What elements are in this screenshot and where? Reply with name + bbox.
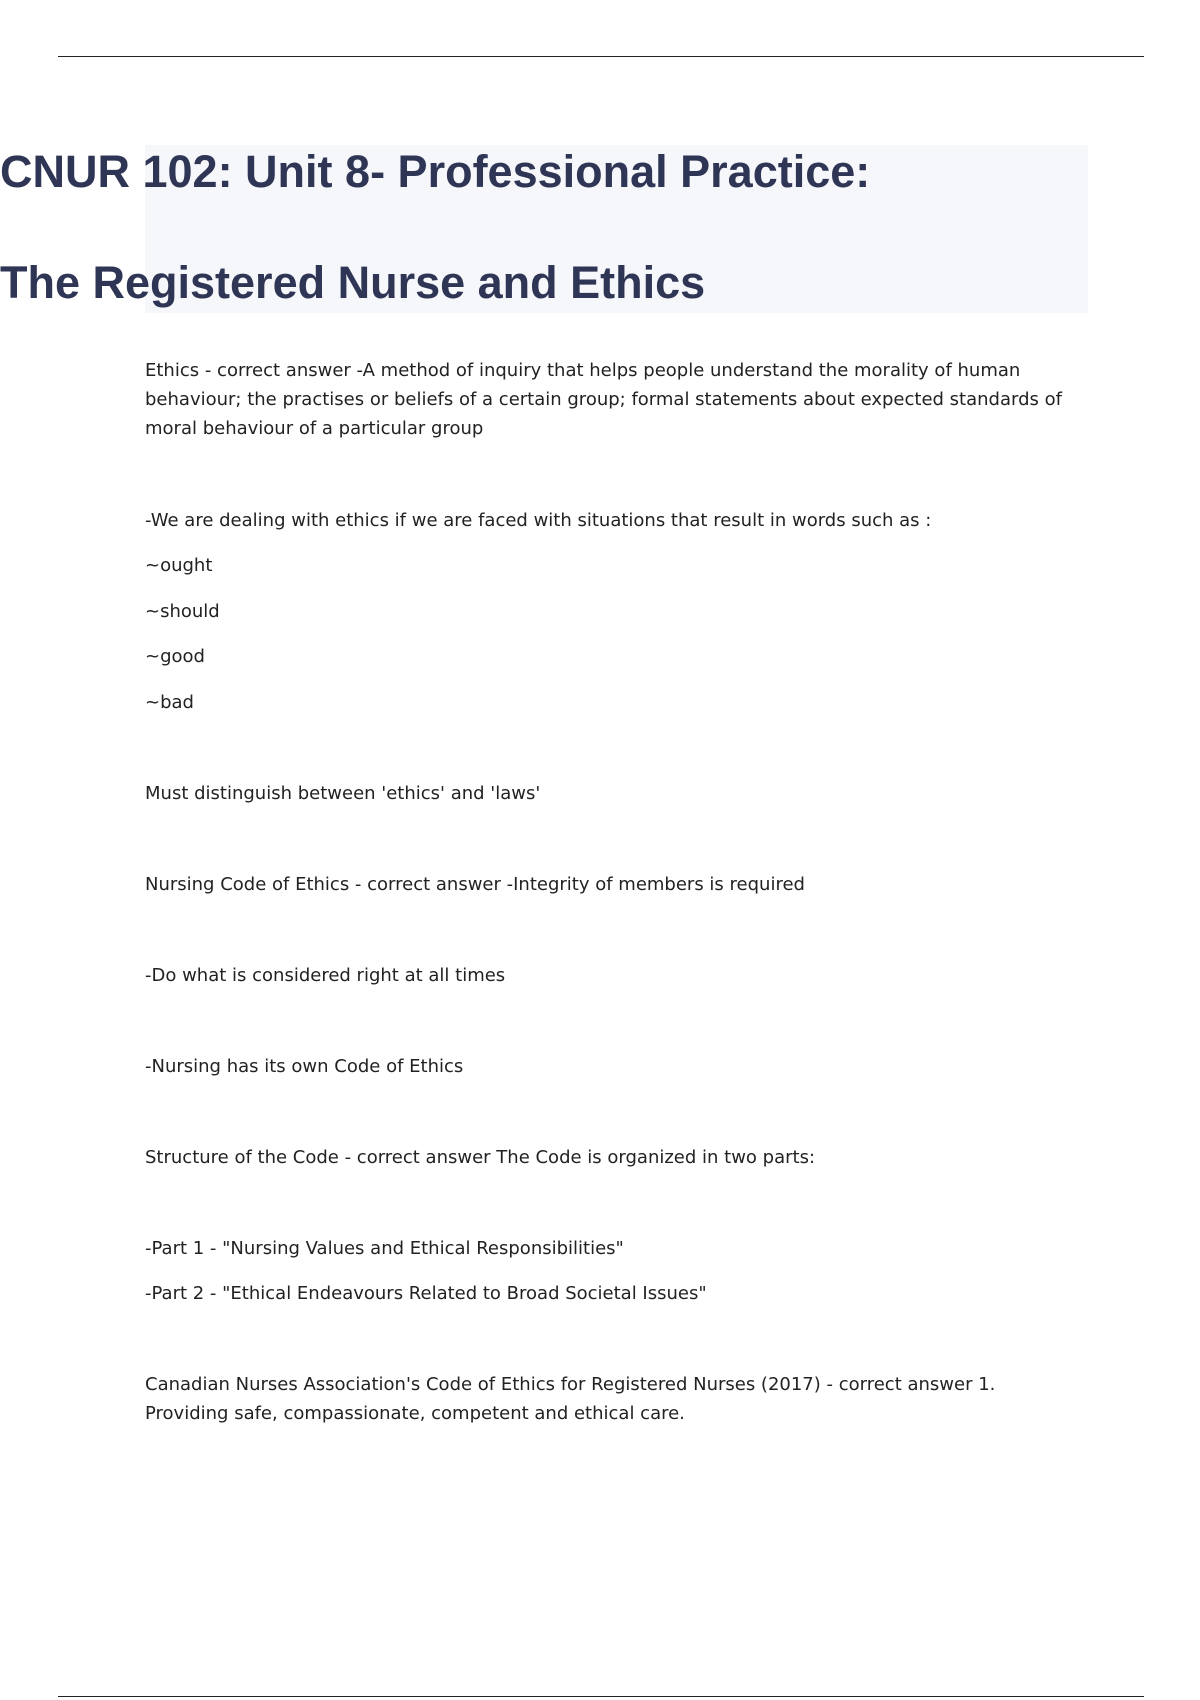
list-item-part-1: -Part 1 - "Nursing Values and Ethical Responsibilities" — [145, 1238, 624, 1259]
page-title-line-2: The Registered Nurse and Ethics — [0, 257, 706, 308]
paragraph-do-right: -Do what is considered right at all times — [145, 965, 506, 986]
top-divider — [58, 56, 1144, 57]
list-item-part-2: -Part 2 - "Ethical Endeavours Related to Broad Societal Issues" — [145, 1283, 707, 1304]
paragraph-ethics-vs-laws: Must distinguish between 'ethics' and 'laws' — [145, 783, 541, 804]
paragraph-code-structure: Structure of the Code - correct answer The Code is organized in two parts: — [145, 1147, 816, 1168]
list-item-should: ~should — [145, 601, 220, 622]
list-item-ought: ~ought — [145, 555, 213, 576]
list-item-good: ~good — [145, 646, 205, 667]
list-item-bad: ~bad — [145, 692, 194, 713]
paragraph-ethics-situations: -We are dealing with ethics if we are faced with situations that result in words such as : — [145, 510, 932, 531]
paragraph-cna-code: Canadian Nurses Association's Code of Ethics for Registered Nurses (2017) - correct answer 1. Providing safe, compassionate, competent and ethical care. — [145, 1374, 996, 1424]
page-title-line-1: CNUR 102: Unit 8- Professional Practice: — [0, 146, 871, 197]
paragraph-ethics-definition: Ethics - correct answer -A method of inquiry that helps people understand the morality of human behaviour; the practises or beliefs of a certain group; formal statements about expected standards of moral behaviour of a particular group — [145, 360, 1062, 439]
paragraph-own-code: -Nursing has its own Code of Ethics — [145, 1056, 464, 1077]
paragraph-nursing-code: Nursing Code of Ethics - correct answer -Integrity of members is required — [145, 874, 805, 895]
bottom-divider — [58, 1696, 1144, 1697]
